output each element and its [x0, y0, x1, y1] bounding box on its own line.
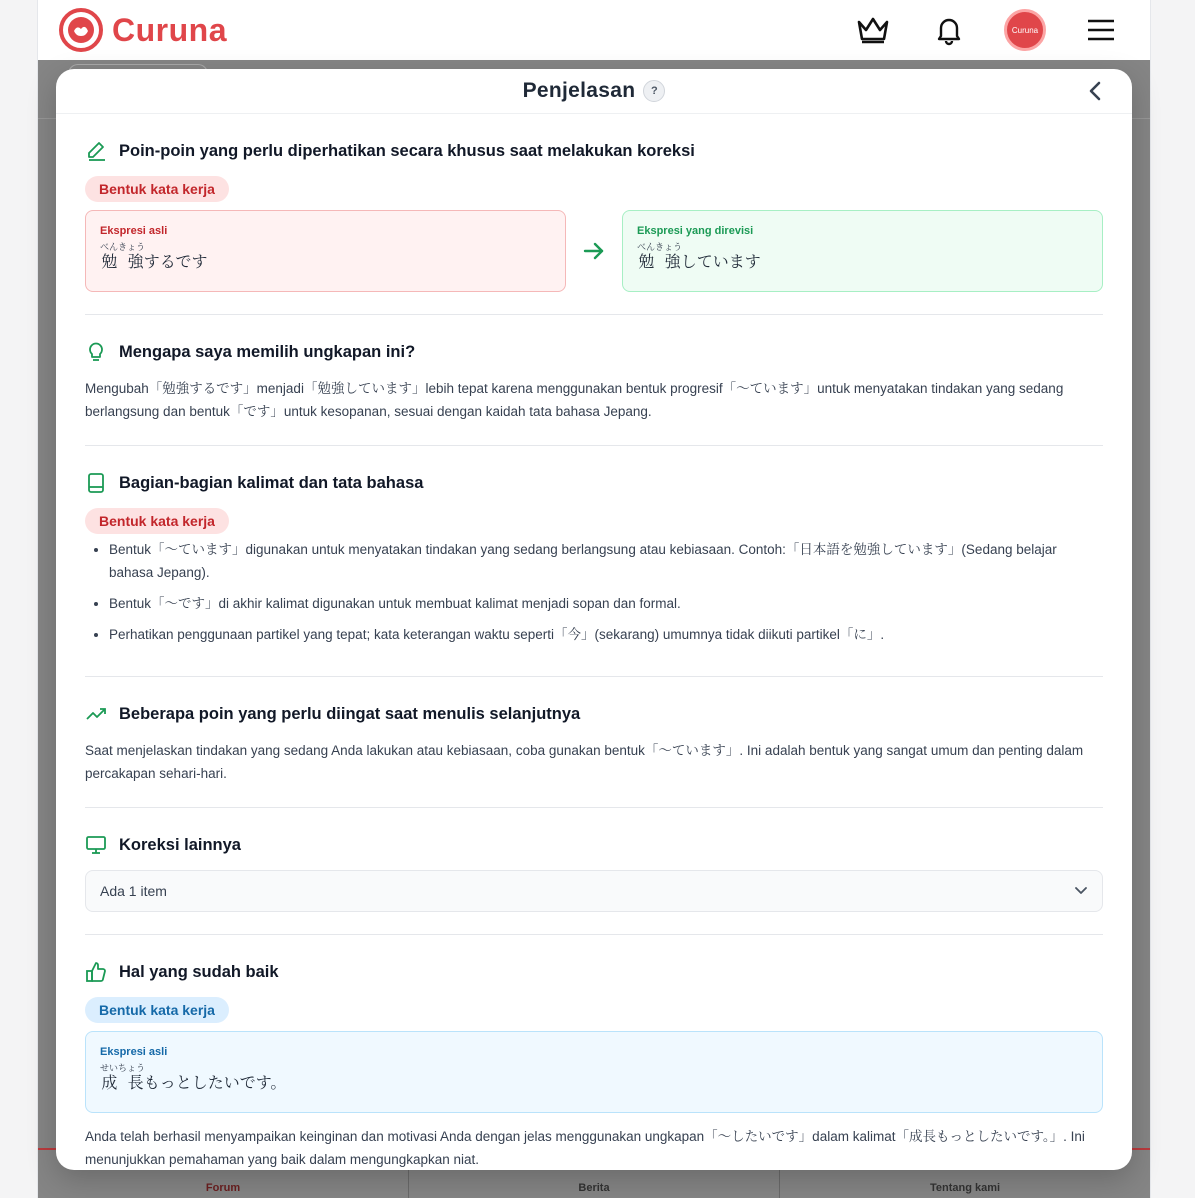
correction-header	[85, 140, 1103, 162]
good-header	[85, 961, 1103, 983]
chevron-left-icon	[1087, 80, 1103, 102]
lightbulb-icon	[85, 341, 107, 363]
tips-header	[85, 703, 1103, 725]
brand-logo-icon	[58, 7, 104, 53]
monitor-icon	[85, 834, 107, 856]
good-label: Ekspresi asli	[100, 1046, 168, 1058]
grammar-header	[85, 472, 1103, 494]
revised-expression	[637, 243, 1088, 271]
avatar-text: Curuna	[1011, 25, 1039, 35]
original-expression-card	[85, 210, 566, 292]
grammar-tag: Bentuk kata kerja	[85, 508, 229, 534]
original-rest: するです	[143, 252, 208, 271]
good-ruby-text: せいちょう	[100, 1064, 146, 1074]
why-title: Mengapa saya memilih ungkapan ini?	[119, 342, 416, 361]
dropdown-label: Ada 1 item	[100, 883, 167, 899]
correction-tag: Bentuk kata kerja	[85, 176, 229, 202]
good-ruby-base: 成 長	[100, 1073, 145, 1092]
revised-expression-card	[622, 210, 1103, 292]
other-title: Koreksi lainnya	[119, 835, 241, 854]
nav-forum-label: Forum	[205, 1182, 241, 1194]
book-icon	[85, 472, 107, 494]
original-ruby-text: べんきょう	[100, 243, 146, 253]
good-tag: Bentuk kata kerja	[85, 997, 229, 1023]
good-text: Anda telah berhasil menyampaikan keinginan dan motivasi Anda dengan jelas menggunakan ungkapan「〜したいです」dalam kalimat「成長もっとしたいです。」. Ini menunjukkan pemahaman yang baik dalam mengungkapkan niat.	[85, 1129, 1085, 1167]
top-actions	[852, 9, 1130, 51]
other-corrections-section	[85, 808, 1103, 935]
menu-icon[interactable]	[1080, 9, 1122, 51]
brand[interactable]	[58, 7, 227, 53]
crown-icon[interactable]	[852, 9, 894, 51]
grammar-item: • Bentuk「〜です」di akhir kalimat digunakan untuk membuat kalimat menjadi sopan dan formal.	[109, 592, 1103, 615]
why-header	[85, 341, 1103, 363]
brand-name: Curuna	[112, 11, 227, 48]
trending-up-icon	[85, 703, 107, 725]
good-points-section	[85, 935, 1103, 1170]
help-icon[interactable]: ?	[643, 80, 665, 102]
revised-rest: しています	[680, 252, 761, 271]
other-corrections-dropdown[interactable]	[85, 870, 1103, 912]
why-section	[85, 315, 1103, 446]
original-expression	[100, 243, 551, 271]
good-card-wrap	[85, 1031, 1103, 1113]
revised-ruby-text: べんきょう	[637, 243, 683, 253]
grammar-item: • Bentuk「〜ています」digunakan untuk menyatakan tindakan yang sedang berlangsung atau kebiasaan. Contoh:「日本語を勉強しています」(Sedang belajar bahasa Jepang).	[109, 538, 1103, 584]
original-label: Ekspresi asli	[100, 225, 168, 237]
avatar[interactable]	[1004, 9, 1046, 51]
revised-ruby-base: 勉 強	[637, 252, 682, 271]
good-title: Hal yang sudah baik	[119, 962, 279, 981]
tips-text: Saat menjelaskan tindakan yang sedang Anda lakukan atau kebiasaan, coba gunakan bentuk「〜ています」. Ini adalah bentuk yang sangat umum dan penting dalam percakapan sehari-hari.	[85, 743, 1084, 781]
other-header	[85, 834, 1103, 856]
modal-title: Penjelasan	[522, 79, 636, 102]
nav-berita-label: Berita	[578, 1182, 610, 1194]
arrow-right-icon	[566, 242, 622, 260]
correction-title: Poin-poin yang perlu diperhatikan secara khusus saat melakukan koreksi	[119, 141, 695, 160]
why-text: Mengubah「勉強するです」menjadi「勉強しています」lebih tepat karena menggunakan bentuk progresif「〜ています」untuk menyatakan tindakan yang sedang berlangsung dan bentuk「です」untuk kesopanan, sesuai dengan kaidah tata bahasa Jepang.	[85, 381, 1064, 419]
grammar-item: • Perhatikan penggunaan partikel yang tepat; kata keterangan waktu seperti「今」(sekarang) umumnya tidak diikuti partikel「に」.	[109, 623, 1103, 646]
good-expression	[100, 1064, 1088, 1092]
chevron-down-icon	[1074, 886, 1088, 896]
grammar-list	[85, 538, 1103, 646]
pencil-icon	[85, 140, 107, 162]
original-ruby-base: 勉 強	[100, 252, 145, 271]
nav-tentang-label: Tentang kami	[929, 1182, 1001, 1194]
thumbs-up-icon	[85, 961, 107, 983]
modal-header	[56, 69, 1132, 114]
explanation-modal	[56, 69, 1132, 1170]
correction-compare	[85, 210, 1103, 292]
good-rest: もっとしたいです。	[143, 1073, 287, 1092]
tips-title: Beberapa poin yang perlu diingat saat menulis selanjutnya	[119, 704, 581, 723]
tips-section	[85, 677, 1103, 808]
correction-section	[85, 114, 1103, 315]
bell-icon[interactable]	[928, 9, 970, 51]
grammar-title: Bagian-bagian kalimat dan tata bahasa	[119, 473, 424, 492]
grammar-section	[85, 446, 1103, 677]
good-expression-card	[85, 1031, 1103, 1113]
revised-label: Ekspresi yang direvisi	[637, 225, 754, 237]
top-bar	[38, 0, 1150, 60]
modal-body	[56, 114, 1132, 1170]
back-button[interactable]	[1084, 80, 1106, 102]
